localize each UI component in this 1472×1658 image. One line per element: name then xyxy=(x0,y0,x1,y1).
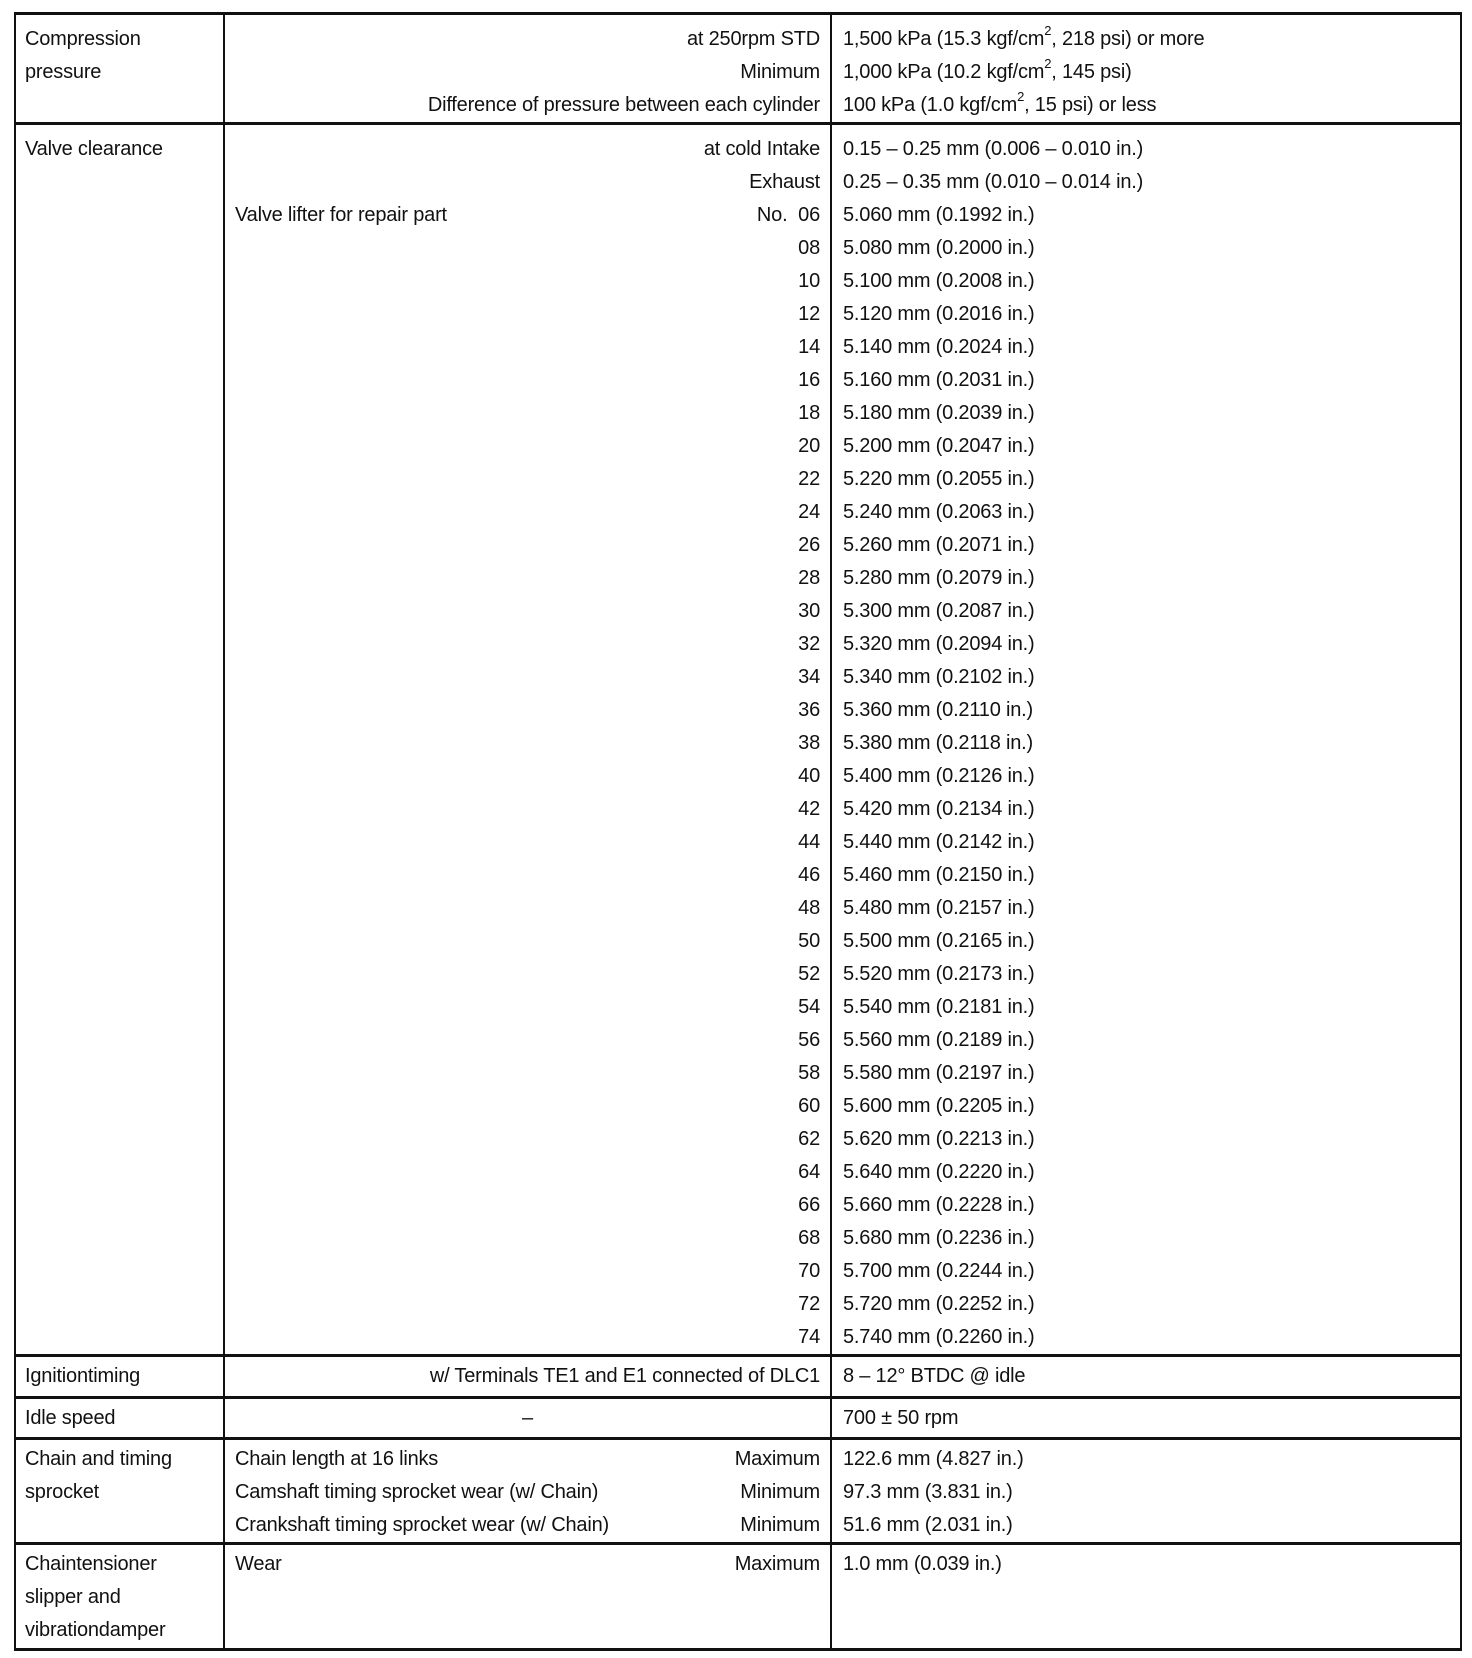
lifter-number: 14 xyxy=(798,336,820,358)
lifter-value: 5.560 mm (0.2189 in.) xyxy=(843,1029,1035,1051)
lifter-number: 26 xyxy=(798,534,820,556)
lifter-number: 68 xyxy=(798,1227,820,1249)
lifter-number: 38 xyxy=(798,732,820,754)
lifter-value: 5.360 mm (0.2110 in.) xyxy=(843,699,1033,721)
item-cell-valve xyxy=(15,124,224,1356)
condition-text: w/ Terminals TE1 and E1 connected of DLC1 xyxy=(429,1365,820,1387)
table-row-chain-tensioner xyxy=(15,1544,1461,1650)
lifter-condition-line xyxy=(235,496,820,529)
lifter-condition-line xyxy=(235,199,820,232)
lifter-condition-line xyxy=(235,1156,820,1189)
lifter-number: 72 xyxy=(798,1293,820,1315)
value-cell-ignition xyxy=(831,1356,1461,1398)
lifter-value: 5.240 mm (0.2063 in.) xyxy=(843,501,1035,523)
lifter-condition-line xyxy=(235,1057,820,1090)
lifter-value: 5.660 mm (0.2228 in.) xyxy=(843,1194,1035,1216)
lifter-value: 5.180 mm (0.2039 in.) xyxy=(843,402,1035,424)
lifter-condition-line xyxy=(235,397,820,430)
lifter-value: 5.600 mm (0.2205 in.) xyxy=(843,1095,1035,1117)
item-cell-compression xyxy=(15,14,224,124)
lifter-label: Valve lifter for repair part xyxy=(235,204,447,226)
item-cell-tensioner xyxy=(15,1544,224,1650)
condition-text: Camshaft timing sprocket wear (w/ Chain) xyxy=(235,1481,599,1503)
condition-text: at 250rpm STD xyxy=(686,28,820,50)
item-label: Ignitiontiming xyxy=(25,1365,141,1387)
lifter-condition-line xyxy=(235,529,820,562)
condition-cell-valve xyxy=(224,124,831,1356)
lifter-condition-line xyxy=(235,760,820,793)
condition-text: Minimum xyxy=(740,61,820,83)
item-label: sprocket xyxy=(25,1481,99,1503)
condition-text: Crankshaft timing sprocket wear (w/ Chain) xyxy=(235,1514,609,1536)
lifter-number: 36 xyxy=(798,699,820,721)
item-cell-idle xyxy=(15,1398,224,1439)
value-cell-idle xyxy=(831,1398,1461,1439)
item-label: vibrationdamper xyxy=(25,1619,166,1641)
table-row-idle-speed xyxy=(15,1398,1461,1439)
lifter-value: 5.320 mm (0.2094 in.) xyxy=(843,633,1035,655)
condition-cell-tensioner xyxy=(224,1544,831,1650)
lifter-value: 5.640 mm (0.2220 in.) xyxy=(843,1161,1035,1183)
lifter-condition-line xyxy=(235,958,820,991)
lifter-value: 5.100 mm (0.2008 in.) xyxy=(843,270,1035,292)
lifter-number: 42 xyxy=(798,798,820,820)
spec-value: 51.6 mm (2.031 in.) xyxy=(843,1514,1013,1536)
lifter-condition-line xyxy=(235,364,820,397)
item-label: Valve clearance xyxy=(25,138,163,160)
lifter-value: 5.620 mm (0.2213 in.) xyxy=(843,1128,1035,1150)
lifter-condition-line xyxy=(235,1090,820,1123)
lifter-number: 46 xyxy=(798,864,820,886)
lifter-condition-line xyxy=(235,1321,820,1354)
lifter-number: 32 xyxy=(798,633,820,655)
spec-value: 8 – 12° BTDC @ idle xyxy=(843,1365,1026,1387)
condition-text: Difference of pressure between each cylinder xyxy=(427,94,820,116)
value-cell-valve xyxy=(831,124,1461,1356)
item-label: slipper and xyxy=(25,1586,121,1608)
lifter-value: 5.540 mm (0.2181 in.) xyxy=(843,996,1035,1018)
table-row-ignition-timing xyxy=(15,1356,1461,1398)
lifter-condition-line xyxy=(235,925,820,958)
lifter-number: 54 xyxy=(798,996,820,1018)
condition-text: Wear xyxy=(235,1553,282,1575)
lifter-value: 5.580 mm (0.2197 in.) xyxy=(843,1062,1035,1084)
spec-value: 1,000 kPa (10.2 kgf/$cm^2$, 145 psi) xyxy=(843,56,1132,83)
lifter-condition-line xyxy=(235,430,820,463)
lifter-condition-line xyxy=(235,991,820,1024)
lifter-value: 5.720 mm (0.2252 in.) xyxy=(843,1293,1035,1315)
lifter-condition-line xyxy=(235,793,820,826)
lifter-value: 5.700 mm (0.2244 in.) xyxy=(843,1260,1035,1282)
lifter-number: 24 xyxy=(798,501,820,523)
lifter-number: 74 xyxy=(798,1326,820,1348)
lifter-number: 50 xyxy=(798,930,820,952)
condition-text: – xyxy=(522,1407,533,1429)
table-row-valve-clearance xyxy=(15,124,1461,1356)
lifter-number: 30 xyxy=(798,600,820,622)
lifter-condition-line xyxy=(235,232,820,265)
lifter-value: 5.220 mm (0.2055 in.) xyxy=(843,468,1035,490)
value-cell-compression xyxy=(831,14,1461,124)
condition-text: at cold Intake xyxy=(703,138,820,160)
lifter-value: 5.280 mm (0.2079 in.) xyxy=(843,567,1035,589)
limit-text: Minimum xyxy=(740,1481,820,1503)
item-label: Idle speed xyxy=(25,1407,116,1429)
limit-text: Minimum xyxy=(740,1514,820,1536)
item-cell-ignition xyxy=(15,1356,224,1398)
condition-cell-compression xyxy=(224,14,831,124)
lifter-condition-line xyxy=(235,331,820,364)
lifter-number: 40 xyxy=(798,765,820,787)
lifter-number: 22 xyxy=(798,468,820,490)
lifter-number: 66 xyxy=(798,1194,820,1216)
lifter-condition-line xyxy=(235,595,820,628)
lifter-value: 5.460 mm (0.2150 in.) xyxy=(843,864,1035,886)
item-label: Compression xyxy=(25,28,141,50)
lifter-number: 12 xyxy=(798,303,820,325)
lifter-value: 5.140 mm (0.2024 in.) xyxy=(843,336,1035,358)
lifter-value: 5.260 mm (0.2071 in.) xyxy=(843,534,1035,556)
lifter-number: 16 xyxy=(798,369,820,391)
lifter-condition-line xyxy=(235,265,820,298)
spec-table xyxy=(14,12,1462,1651)
lifter-number: 28 xyxy=(798,567,820,589)
lifter-number: 62 xyxy=(798,1128,820,1150)
lifter-value: 5.160 mm (0.2031 in.) xyxy=(843,369,1035,391)
lifter-condition-line xyxy=(235,1288,820,1321)
lifter-value: 5.440 mm (0.2142 in.) xyxy=(843,831,1035,853)
item-label: Chain and timing xyxy=(25,1448,172,1470)
spec-value: 122.6 mm (4.827 in.) xyxy=(843,1448,1024,1470)
lifter-number: 20 xyxy=(798,435,820,457)
lifter-condition-line xyxy=(235,1189,820,1222)
lifter-number: No. 06 xyxy=(756,204,820,226)
lifter-condition-line xyxy=(235,1255,820,1288)
lifter-condition-line xyxy=(235,826,820,859)
lifter-number: 34 xyxy=(798,666,820,688)
lifter-condition-line xyxy=(235,859,820,892)
lifter-number: 58 xyxy=(798,1062,820,1084)
limit-text: Maximum xyxy=(734,1553,820,1575)
lifter-value: 5.380 mm (0.2118 in.) xyxy=(843,732,1033,754)
lifter-value: 5.400 mm (0.2126 in.) xyxy=(843,765,1035,787)
lifter-number: 44 xyxy=(798,831,820,853)
lifter-value: 5.480 mm (0.2157 in.) xyxy=(843,897,1035,919)
lifter-number: 60 xyxy=(798,1095,820,1117)
lifter-number: 08 xyxy=(798,237,820,259)
lifter-number: 70 xyxy=(798,1260,820,1282)
condition-text: Chain length at 16 links xyxy=(235,1448,439,1470)
lifter-condition-line xyxy=(235,892,820,925)
table-row-chain-sprocket xyxy=(15,1439,1461,1544)
table-row-compression xyxy=(15,14,1461,124)
lifter-value: 5.080 mm (0.2000 in.) xyxy=(843,237,1035,259)
lifter-condition-line xyxy=(235,1024,820,1057)
lifter-value: 5.300 mm (0.2087 in.) xyxy=(843,600,1035,622)
spec-value: 0.15 – 0.25 mm (0.006 – 0.010 in.) xyxy=(843,138,1144,160)
lifter-condition-line xyxy=(235,661,820,694)
lifter-number: 52 xyxy=(798,963,820,985)
item-cell-chain xyxy=(15,1439,224,1544)
lifter-condition-line xyxy=(235,1123,820,1156)
spec-value: 1.0 mm (0.039 in.) xyxy=(843,1553,1002,1575)
value-cell-tensioner xyxy=(831,1544,1461,1650)
lifter-condition-line xyxy=(235,727,820,760)
condition-cell-ignition xyxy=(224,1356,831,1398)
lifter-condition-line xyxy=(235,463,820,496)
lifter-value: 5.680 mm (0.2236 in.) xyxy=(843,1227,1035,1249)
limit-text: Maximum xyxy=(734,1448,820,1470)
spec-value: 700 ± 50 rpm xyxy=(843,1407,959,1429)
lifter-value: 5.740 mm (0.2260 in.) xyxy=(843,1326,1035,1348)
lifter-number: 48 xyxy=(798,897,820,919)
lifter-number: 64 xyxy=(798,1161,820,1183)
lifter-number: 10 xyxy=(798,270,820,292)
lifter-condition-line xyxy=(235,1222,820,1255)
lifter-value: 5.120 mm (0.2016 in.) xyxy=(843,303,1035,325)
condition-cell-chain xyxy=(224,1439,831,1544)
lifter-number: 56 xyxy=(798,1029,820,1051)
lifter-condition-line xyxy=(235,628,820,661)
lifter-value: 5.200 mm (0.2047 in.) xyxy=(843,435,1035,457)
condition-text: Exhaust xyxy=(749,171,820,193)
lifter-value: 5.060 mm (0.1992 in.) xyxy=(843,204,1035,226)
lifter-condition-line xyxy=(235,298,820,331)
lifter-condition-line xyxy=(235,694,820,727)
lifter-value: 5.340 mm (0.2102 in.) xyxy=(843,666,1035,688)
lifter-number: 18 xyxy=(798,402,820,424)
spec-value: 97.3 mm (3.831 in.) xyxy=(843,1481,1013,1503)
lifter-value: 5.500 mm (0.2165 in.) xyxy=(843,930,1035,952)
item-label: Chaintensioner xyxy=(25,1553,157,1575)
spec-value: 100 kPa (1.0 kgf/$cm^2$, 15 psi) or less xyxy=(843,89,1157,116)
spec-value: 1,500 kPa (15.3 kgf/$cm^2$, 218 psi) or more xyxy=(843,23,1205,50)
value-cell-chain xyxy=(831,1439,1461,1544)
lifter-value: 5.520 mm (0.2173 in.) xyxy=(843,963,1035,985)
condition-cell-idle xyxy=(224,1398,831,1439)
item-label: pressure xyxy=(25,61,102,83)
lifter-value: 5.420 mm (0.2134 in.) xyxy=(843,798,1035,820)
spec-value: 0.25 – 0.35 mm (0.010 – 0.014 in.) xyxy=(843,171,1144,193)
lifter-condition-line xyxy=(235,562,820,595)
